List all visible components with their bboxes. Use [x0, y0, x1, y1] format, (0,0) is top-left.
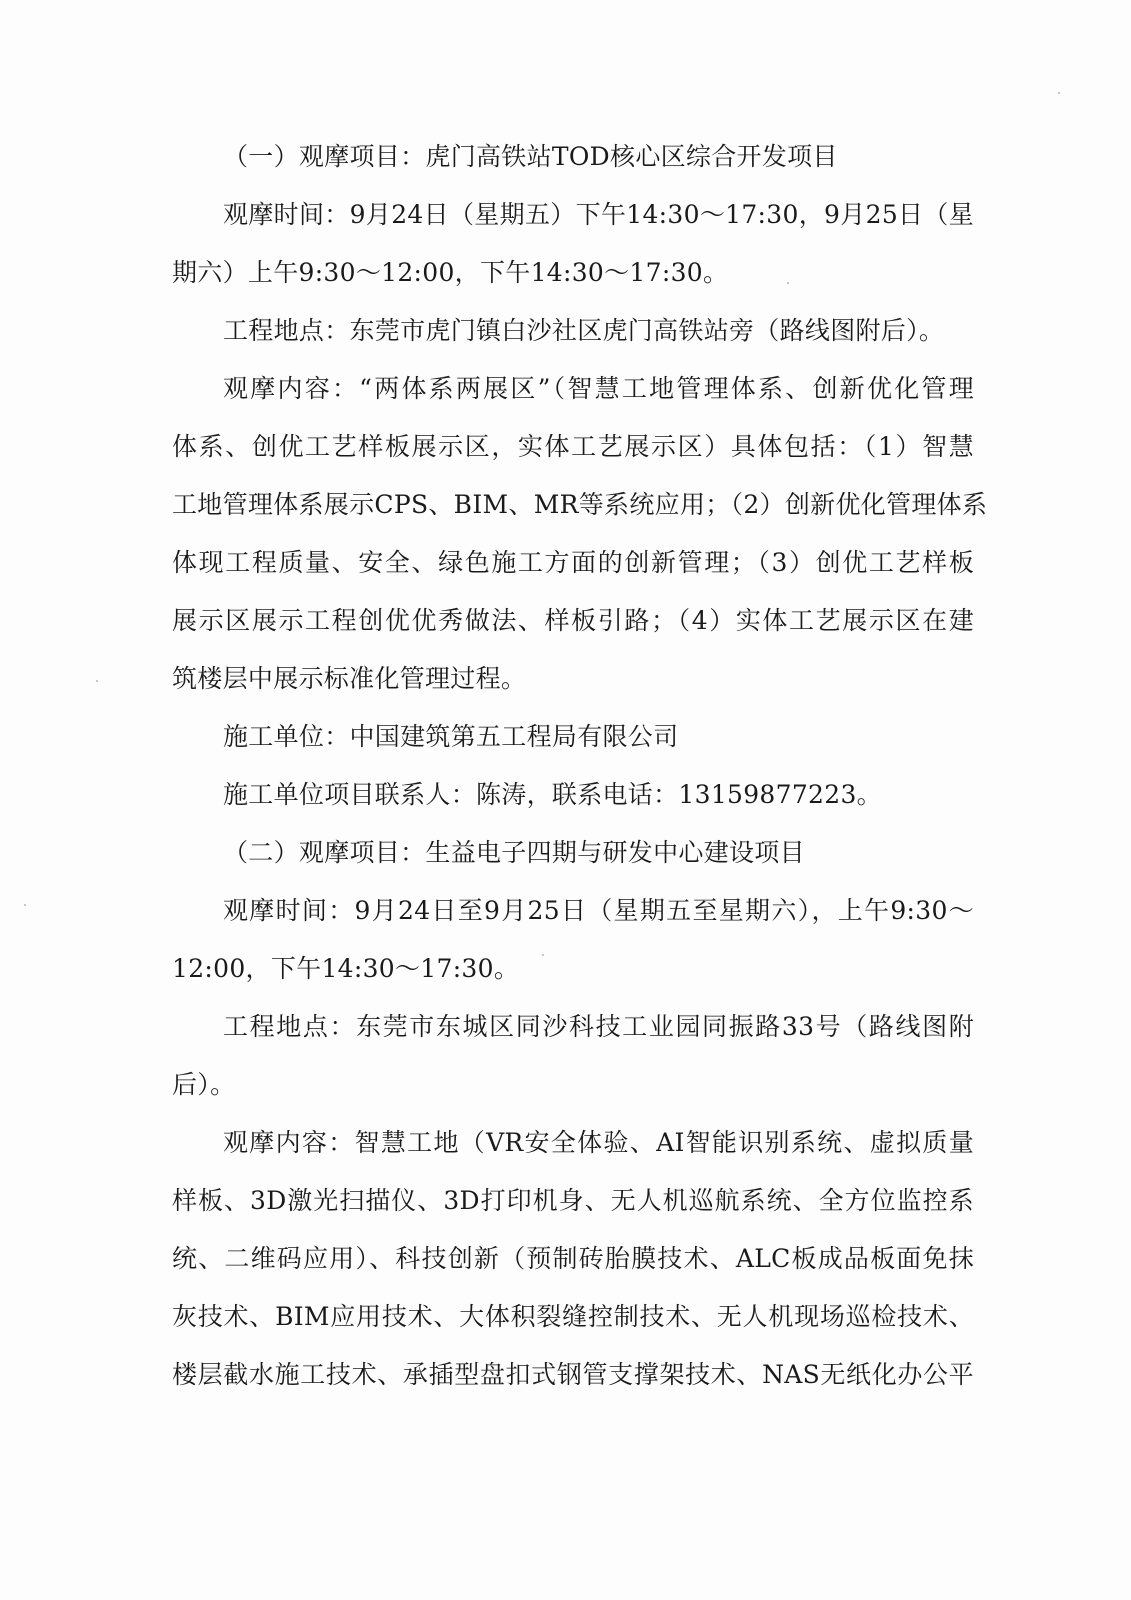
section-2-content-line-3: 统、二维码应用）、科技创新（预制砖胎膜技术、ALC板成品板面免抹: [172, 1244, 974, 1273]
section-1-content-line-5: 展示区展示工程创优优秀做法、样板引路；（4）实体工艺展示区在建: [172, 606, 974, 635]
section-1-contractor: 施工单位：中国建筑第五工程局有限公司: [223, 722, 679, 751]
section-2-content-line-1: 观摩内容：智慧工地（VR安全体验、AI智能识别系统、虚拟质量: [223, 1128, 974, 1157]
scan-speck: [24, 904, 26, 906]
section-1-contact: 施工单位项目联系人：陈涛，联系电话：13159877223。: [223, 780, 882, 809]
section-1-location: 工程地点：东莞市虎门镇白沙社区虎门高铁站旁（路线图附后）。: [223, 316, 945, 345]
section-2-content-line-5: 楼层截水施工技术、承插型盘扣式钢管支撑架技术、NAS无纸化办公平: [172, 1360, 974, 1389]
section-2-heading: （二）观摩项目：生益电子四期与研发中心建设项目: [223, 838, 805, 867]
section-1-content-line-6: 筑楼层中展示标准化管理过程。: [172, 664, 527, 693]
section-1-time-line-1: 观摩时间：9月24日（星期五）下午14:30～17:30，9月25日（星: [223, 200, 974, 229]
scan-speck: [1058, 92, 1060, 94]
section-2-content-line-2: 样板、3D激光扫描仪、3D打印机身、无人机巡航系统、全方位监控系: [172, 1186, 974, 1215]
section-1-content-line-3: 工地管理体系展示CPS、BIM、MR等系统应用；（2）创新优化管理体系: [172, 490, 988, 519]
section-1-content-line-2: 体系、创优工艺样板展示区，实体工艺展示区）具体包括：（1）智慧: [172, 432, 974, 461]
section-2-time-line-2: 12:00，下午14:30～17:30。: [172, 954, 520, 983]
section-2-location-line-2: 后）。: [172, 1070, 236, 1099]
section-2-content-line-4: 灰技术、BIM应用技术、大体积裂缝控制技术、无人机现场巡检技术、: [172, 1302, 974, 1331]
section-1-heading: （一）观摩项目：虎门高铁站TOD核心区综合开发项目: [223, 142, 838, 171]
section-1-time-line-2: 期六）上午9:30～12:00，下午14:30～17:30。: [172, 258, 729, 287]
scan-speck: [96, 680, 98, 682]
section-2-location-line-1: 工程地点：东莞市东城区同沙科技工业园同振路33号（路线图附: [223, 1012, 974, 1041]
section-2-time-line-1: 观摩时间：9月24日至9月25日（星期五至星期六），上午9:30～: [223, 896, 974, 925]
scan-speck: [542, 954, 544, 956]
section-1-content-line-4: 体现工程质量、安全、绿色施工方面的创新管理；（3）创优工艺样板: [172, 548, 974, 577]
scan-speck: [787, 282, 789, 284]
section-1-content-line-1: 观摩内容：“两体系两展区”（智慧工地管理体系、创新优化管理: [223, 374, 974, 403]
